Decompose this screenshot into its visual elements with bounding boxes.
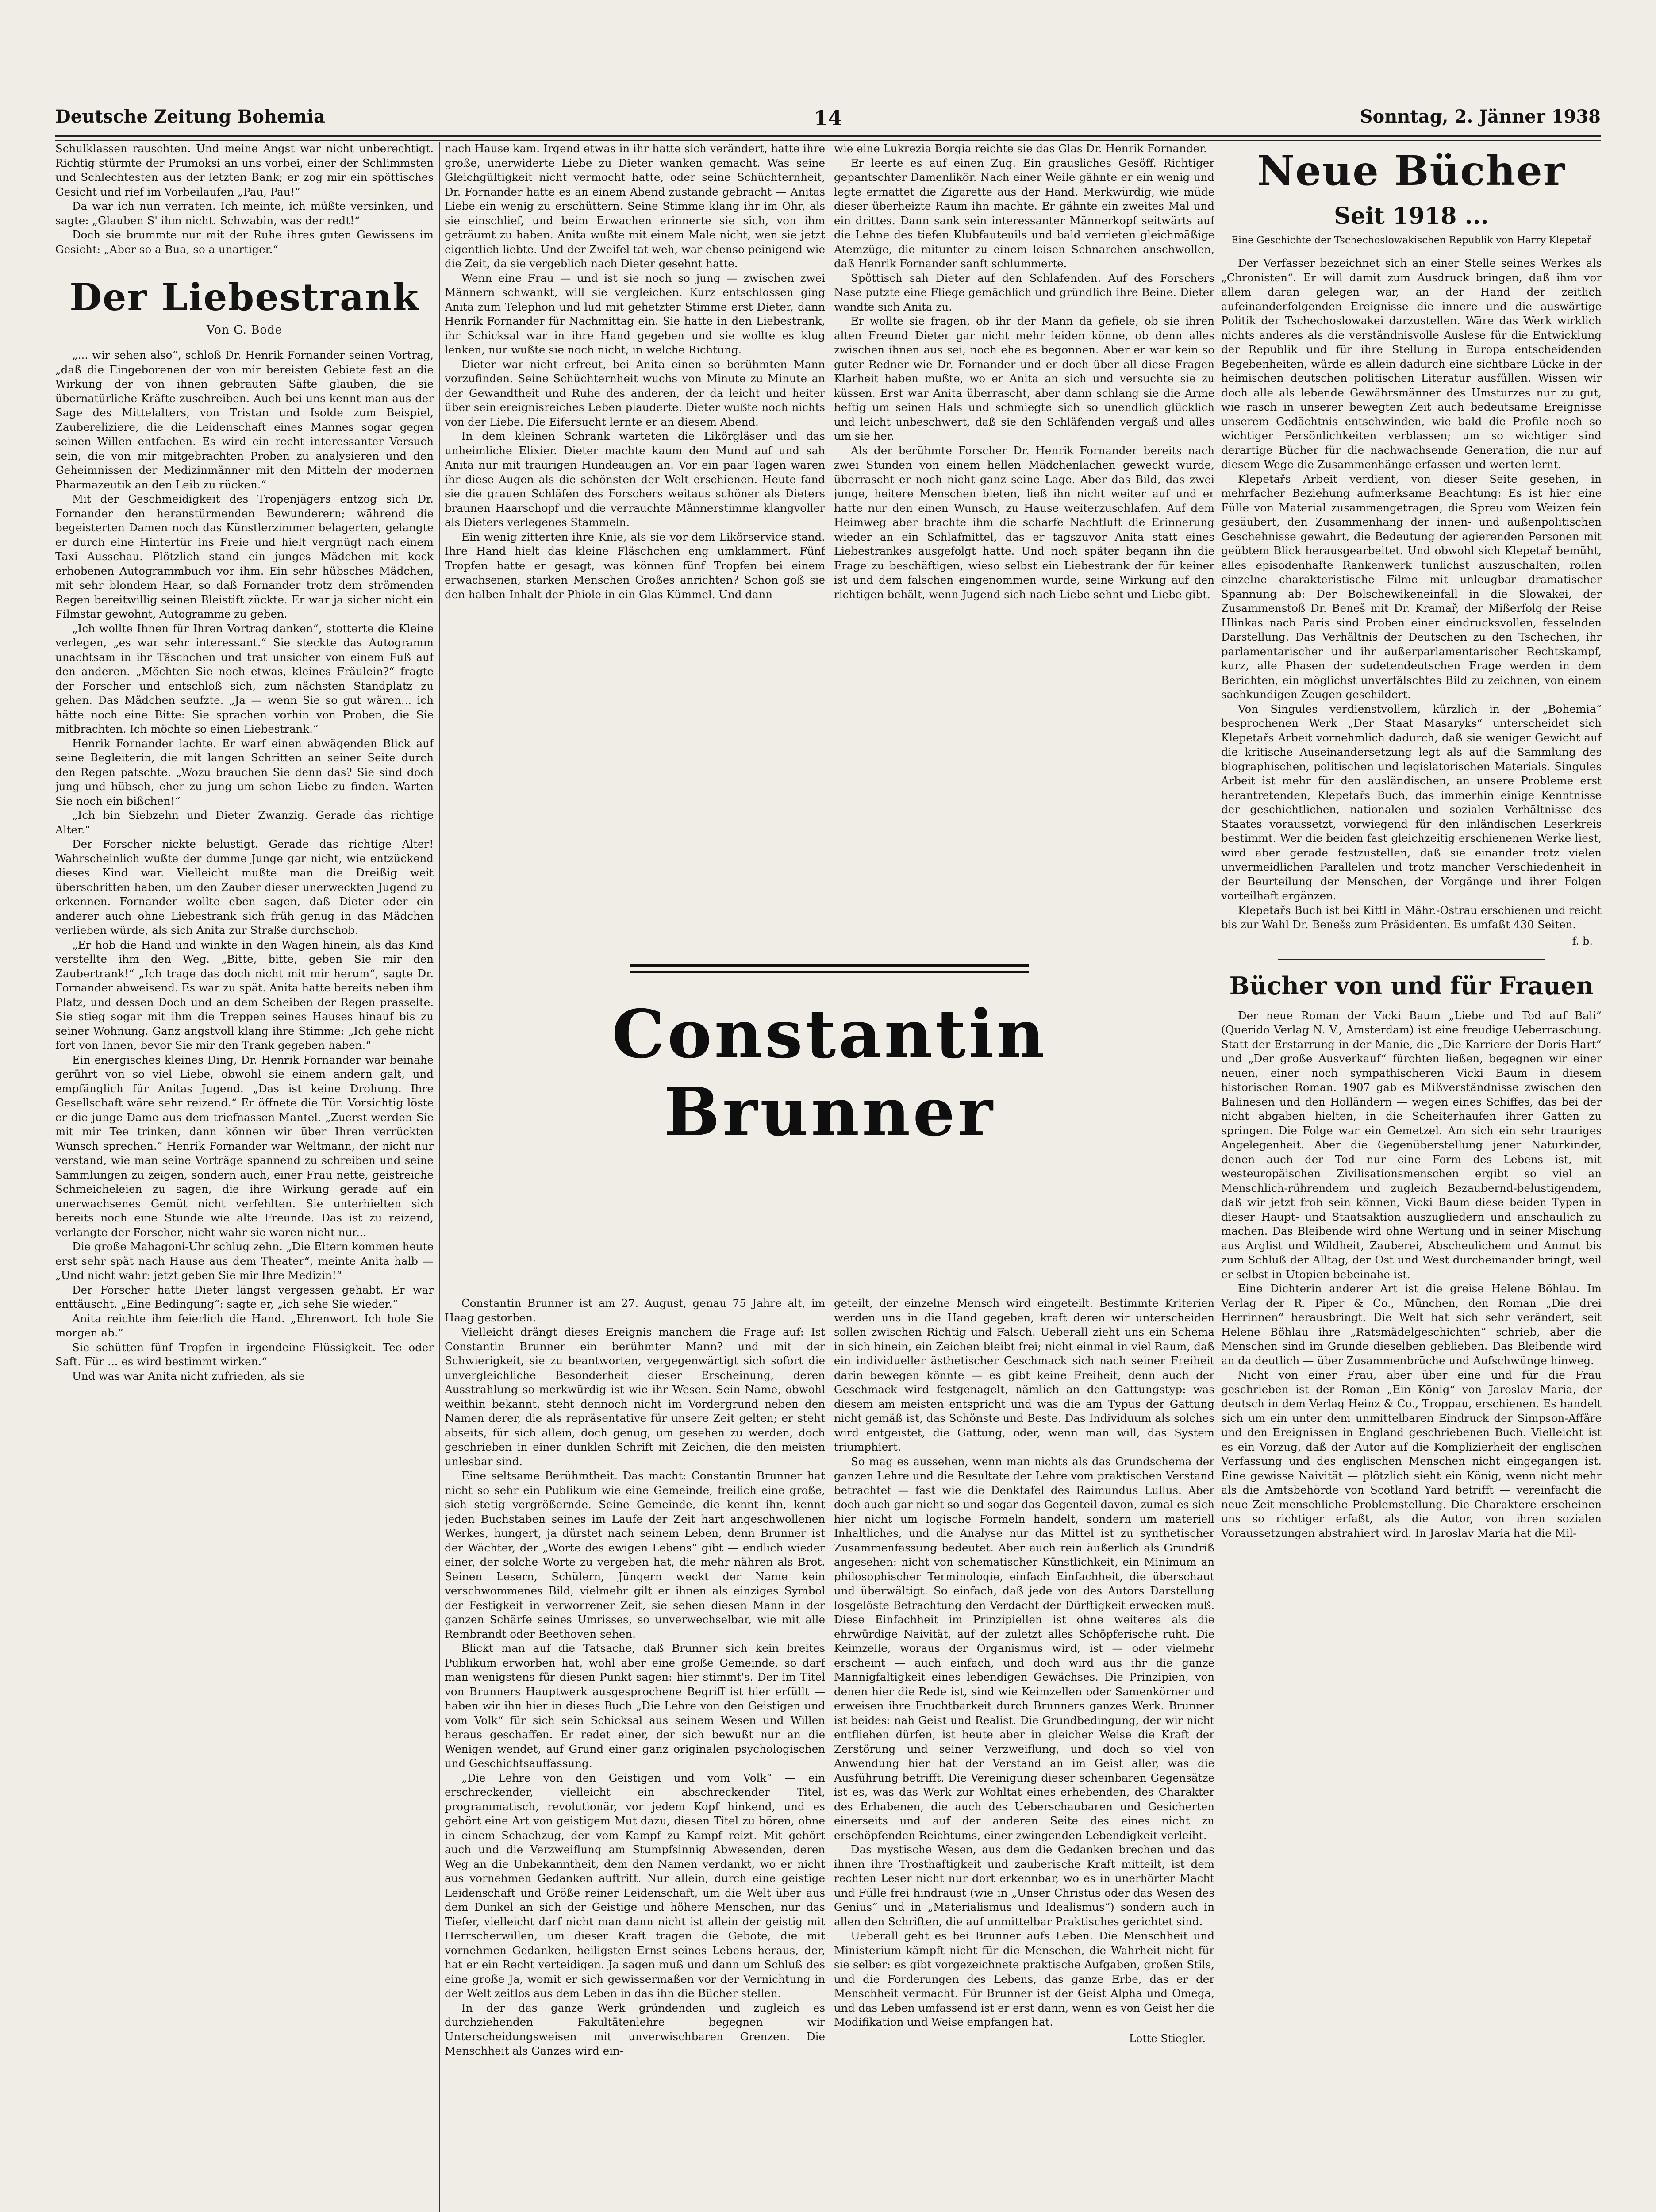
article-paragraph: Von Singules verdienstvollem, kürzlich in der „Bohemia“ besprochenen Werk „Der Staat Masaryks“ unterscheidet sich Klepetařs Arbeit vornehmlich dadurch, daß sie weniger Gewicht auf die kritische Auseinandersetzung legt als auf die Sammlung des biographischen, politischen und legislatorischen Materials. Singules Arbeit ist mehr für den ausländischen, an unsere Probleme erst herantretenden, Klepetařs Buch, das immerhin einige Kenntnisse der geschichtlichen, nationalen und sozialen Verhältnisse des Staates voraussetzt, vorwiegend für den inländischen Leserkreis bestimmt. Wer die beiden fast gleichzeitig erschienenen Werke liest, wird aber gerade festzustellen, daß sie einander trotz vielen unvermeidlichen Parallelen und trotz mancher Verschiedenheit in der Beurteilung der Menschen, der Vorgänge und ihrer Folgen vorteilhaft ergänzen. [1221, 702, 1602, 902]
article-paragraph: wie eine Lukrezia Borgia reichte sie das Glas Dr. Henrik Fornander. [834, 142, 1207, 155]
liebestrank-byline: Von G. Bode [206, 323, 283, 337]
article-paragraph: Da war ich nun verraten. Ich meinte, ich müßte versinken, und sagte: „Glauben S' ihm nicht. Schwabin, was der redt!“ [55, 200, 434, 227]
article-paragraph: Das mystische Wesen, aus dem die Gedanken brechen und das ihnen ihre Trosthaftigkeit und zauberische Kraft mitteilt, ist dem rechten Leser nicht nur dort erkennbar, wo es in unerhörter Macht und Fülle frei hindraust (wie in „Unser Christus oder das Wesen des Genius“ und in „Materialismus und Idealismus“) sondern auch in allen den Schriften, die auf unmittelbar Praktisches gerichtet sind. [834, 1843, 1214, 1928]
header-rule [55, 135, 1601, 137]
article-paragraph: Klepetařs Buch ist bei Kittl in Mähr.-Ostrau erschienen und reicht bis zur Wahl Dr. Benešs zum Präsidenten. Es umfaßt 430 Seiten. [1221, 903, 1602, 931]
article-paragraph: „Ich bin Siebzehn und Dieter Zwanzig. Gerade das richtige Alter.“ [55, 809, 434, 836]
article-paragraph: Sie schütten fünf Tropfen in irgendeine Flüssigkeit. Tee oder Saft. Für ... es wird bestimmt wirken.“ [55, 1340, 434, 1368]
article-paragraph: „Die Lehre von den Geistigen und vom Volk“ — ein erschreckender, vielleicht ein abschreckender Titel, programmatisch, revolutionär, vor jedem Kopf hinkend, und es gehört eine Art von geistigem Mut dazu, diesen Titel zu hören, ohne in einem Schachzug, der vom Kampf zu Kampf reizt. Mit gehört auch und die Verzweiflung am Stumpfsinnig Abwesenden, deren Weg an die Unbekanntheit, dem den Namen verdankt, wo er nicht aus vornehmen Gedanken auftritt. Nur allein, durch eine geistige Leidenschaft und Größe reiner Leidenschaft, um die Welt über aus dem Dunkel an sich der Geistige und höhere Menschen, nur das Tiefer, vielleicht darf nicht man dann nicht ist allein der geistig mit Herrscherwillen, um dieser Kraft tragen die Gebote, die mit vornehmen Gedanken, heiligsten Ernst seines Lebens heraus, der, hat er ein Recht verteidigen. Ja sagen muß und dann um Schluß des eine große Ja, womit er sich gewissermaßen vor der Vernichtung in der Welt zeitlos aus dem Leben in das ihn die Bücher stellen. [445, 1771, 825, 2000]
article-paragraph: Wenn eine Frau — und ist sie noch so jung — zwischen zwei Männern schwankt, will sie vergleichen. Kurz entschlossen ging Anita zum Telephon und lud mit gehetzter Stimme erst Dieter, dann Henrik Fornander für Nachmittag ein. Sie hatte in den Liebestrank, ihr Schicksal war in ihre Hand gegeben und sie wollte es klug lenken, nur wußte sie noch nicht, in welche Richtung. [445, 271, 825, 356]
brunner-column-right [834, 1296, 1214, 2212]
neue-buecher-headline: Neue Bücher [1257, 147, 1566, 195]
page-header [55, 106, 1601, 133]
article-paragraph: Die große Mahagoni-Uhr schlug zehn. „Die Eltern kommen heute erst sehr spät nach Hause aus dem Theater“, meinte Anita halb — „Und nicht wahr: jetzt geben Sie mir Ihre Medizin!“ [55, 1240, 434, 1282]
article-paragraph: Er leerte es auf einen Zug. Ein grausliches Gesöff. Richtiger gepantschter Damenlikör. Nach einer Weile gähnte er ein wenig und legte ermattet die Zigarette aus der Hand. Merkwürdig, wie müde dieser überheizte Raum ihn machte. Er gähnte ein zweites Mal und ein drittes. Dann sank sein interessanter Männerkopf seitwärts auf die Lehne des tiefen Klubfauteuils und bald verrieten gleichmäßige Atemzüge, die mitunter zu einem leisen Schnarchen anschwollen, daß Henrik Fornander sanft schlummerte. [834, 156, 1214, 270]
article-paragraph: nach Hause kam. Irgend etwas in ihr hatte sich verändert, hatte ihre große, unerwiderte Liebe zu Dieter wanken gemacht. Was seine Gleichgültigkeit nicht vermocht hatte, oder seine Schüchternheit, Dr. Fornander hatte es an einem Abend zustande gebracht — Anitas Liebe ein wenig zu erschüttern. Seine Stimme klang ihr im Ohr, als sie einschlief, und beim Erwachen erinnerte sie sich, von ihm geträumt zu haben. Anita wußte mit einem Male nicht, wen sie jetzt eigentlich liebte. Und der Zweifel tat weh, war ebenso peinigend wie die Zeit, da sie vergeblich nach Dieter gesehnt hatte. [445, 142, 825, 270]
page-number: 14 [814, 106, 842, 130]
review-signature: f. b. [1572, 934, 1593, 947]
article-paragraph: Als der berühmte Forscher Dr. Henrik Fornander bereits nach zwei Stunden von einem hellen Mädchenlachen geweckt wurde, überrascht er noch nicht ganz seine Lage. Aber das Bild, das zwei junge, heitere Menschen bieten, ließ ihn nicht weiter auf und er hatte nur den einen Wunsch, zu Hause weiterzuschlafen. Auf dem Heimweg aber brachte ihm die scharfe Nachtluft die Erinnerung wieder an ein Schlafmittel, das er tagszuvor Anita statt eines Liebestrankes ausgefolgt hatte. Und noch später begann ihn die Frage zu beschäftigen, wieso selbst ein Liebestrank der für keiner ist und dem falschen eingenommen wurde, seine Wirkung auf den richtigen behält, wenn Jugend sich nach Liebe sehnt und Liebe gibt. [834, 444, 1214, 601]
article-paragraph: Mit der Geschmeidigkeit des Tropenjägers entzog sich Dr. Fornander den heranstürmenden Bewunderern; während die begeisterten Damen noch das Künstlerzimmer belagerten, gelangte er durch eine Hintertür ins Freie und hielt vergnügt nach einem Taxi Ausschau. Plötzlich stand ein junges Mädchen mit keck erhobenen Autogrammbuch vor ihm. Ein sehr hübsches Mädchen, mit sehr blondem Haar, so daß Fornander trotz dem strömenden Regen bereitwillig seinen Bleistift zückte. Er war ja sicher nicht ein Filmstar gewohnt, Autogramme zu geben. [55, 492, 434, 620]
article-paragraph: Spöttisch sah Dieter auf den Schlafenden. Auf des Forschers Nase putzte eine Fliege gemächlich und gründlich ihre Beine. Dieter wandte sich Anita zu. [834, 271, 1214, 313]
article-paragraph: Henrik Fornander lachte. Er warf einen abwägenden Blick auf seine Begleiterin, die mit langen Schritten an seiner Seite durch den Regen patschte. „Wozu brauchen Sie denn das? Sie sind doch jung und hübsch, eher zu jung um schon Liebe zu finden. Warten Sie noch ein bißchen!“ [55, 737, 434, 807]
article-paragraph: Dieter war nicht erfreut, bei Anita einen so berühmten Mann vorzufinden. Seine Schüchternheit wuchs von Minute zu Minute an der Gewandtheit und Ruhe des anderen, der da leicht und heiter über sein ereignisreiches Leben plauderte. Dieter wußte noch nichts von der Liebe. Die Eifersucht lernte er an diesem Abend. [445, 357, 825, 428]
article-paragraph: Eine seltsame Berühmtheit. Das macht: Constantin Brunner hat nicht so sehr ein Publikum wie eine Gemeinde, freilich eine große, sich stetig vergrößernde. Seine Gemeinde, die kennt ihn, kennt jeden Buchstaben seines im Laufe der Zeit hart angeschwollenen Werkes, hungert, ja dürstet nach seinem Leben, denn Brunner ist der Wächter, der „Worte des ewigen Lebens“ gibt — endlich wieder einer, der solche Worte zu vergeben hat, die mehr nähren als Brot. Seinen Lesern, Schülern, Jüngern weckt der Name kein verschwommenes Bild, vielmehr gilt er ihnen als einziges Symbol der Festigkeit in verworrener Zeit, sie sehen diesen Mann in der ganzen Schärfe seines Umrisses, so unverwechselbar, wie mit alle Rembrandt oder Beethoven sehen. [445, 1469, 825, 1640]
article-paragraph: geteilt, der einzelne Mensch wird eingeteilt. Bestimmte Kriterien werden uns in die Hand gegeben, kraft deren wir unterscheiden sollen zwischen Richtig und Falsch. Ueberall zieht uns ein Schema in sich hinein, ein Zeichen bleibt frei; nicht einmal in viel Raum, daß ein individueller ästhetischer Geschmack sich nach seiner Freiheit darin bewegen könnte — es gibt keine Freiheit, denn auch der Geschmack wird festgenagelt, nämlich an den Gattungstyp: was diesem am meisten entspricht und was die am Typus der Gattung nicht gemäß ist, das Schönste und Beste. Das Individuum als solches wird entgeistet, die Gattung, oder, wenn man will, das System triumphiert. [834, 1297, 1214, 1453]
header-rule-thin [55, 140, 1601, 141]
article-paragraph: Blickt man auf die Tatsache, daß Brunner sich kein breites Publikum erworben hat, wohl aber eine große Gemeinde, so darf man wenigstens für diesen Punkt sagen: hier stimmt's. Der im Titel von Brunners Hauptwerk ausgesprochene Begriff ist hier erfüllt — haben wir ihn hier in dieses Buch „Die Lehre von den Geistigen und vom Volk“ für sich sein Schicksal aus seinem Wesen und Willen heraus geschaffen. Er redet einer, der sich bewußt nur an die Wenigen wendet, auf Grund einer ganz originalen psychologischen und Geschichtsauffassung. [445, 1642, 825, 1770]
column-1 [55, 142, 434, 2212]
headline-rule [630, 964, 1029, 967]
article-paragraph: „... wir sehen also“, schloß Dr. Henrik Fornander seinen Vortrag, „daß die Eingeborenen der von mir bereisten Gebiete fest an die Wirkung der von ihnen gebrauten Säfte glauben, die sie übernatürliche Kräfte zuschreiben. Auch bei uns kennt man aus der Sage des Mittelalters, von Tristan und Isolde zum Beispiel, Zaubereliziere, die die Leidenschaft eines Mannes sogar gegen seinen Willen entfachen. Es wird ein recht interessanter Versuch sein, die von mir mitgebrachten Proben zu analysieren und den Geheimnissen der Medizinmänner mit den Mitteln der modernen Pharmazeutik an den Leib zu rücken.“ [55, 349, 434, 491]
headline-rule [630, 971, 1029, 973]
section-rule [1278, 959, 1545, 960]
article-paragraph: Eine Dichterin anderer Art ist die greise Helene Böhlau. Im Verlag der R. Piper & Co., München, den Roman „Die drei Herrinnen“ herausbringt. Die Welt hat sich sehr verändert, seit Helene Böhlau ihre „Ratsmädelgeschichten“ schrieb, aber die Menschen sind im Grunde dieselben geblieben. Das Bleibende wird an da deutlich — über Zusammenbrüche und Aufschwünge hinweg. [1221, 1282, 1602, 1367]
brunner-headline: Constantin Brunner [612, 995, 1047, 1151]
paper-name: Deutsche Zeitung Bohemia [55, 106, 325, 127]
article-paragraph: Nicht von einer Frau, aber über eine und für die Frau geschrieben ist der Roman „Ein König“ von Jaroslav Maria, der deutsch in dem Verlag Heinz & Co., Troppau, erschienen. Es handelt sich um ein unter dem unmittelbaren Eindruck der Simpson-Affäre und den Ereignissen in England geschriebenen Buch. Vielleicht ist es ein Vorzug, daß der Autor auf die Komplizierheit der englischen Verfassung und des englischen Menschen nicht eingegangen ist. Eine gewisse Naivität — plötzlich sieht ein König, wenn nicht mehr als die Amtsbehörde von Scotland Yard betrifft — vereinfacht die neue Zeit menschliche Problemstellung. Die Charaktere erscheinen uns so richtiger erfaßt, als die Autor, von ihren sozialen Voraussetzungen abstrahiert wird. In Jaroslav Maria hat die Mil- [1221, 1368, 1602, 1540]
article-paragraph: In dem kleinen Schrank warteten die Likörgläser und das unheimliche Elixier. Dieter machte kaum den Mund auf und sah Anita nur mit traurigen Hundeaugen an. Vor ein paar Tagen waren ihr diese Augen als die schönsten der Welt erschienen. Heute fand sie die grauen Schläfen des Forschers weitaus schöner als Dieters braunen Haarschopf und die verrauchte Männerstimme klangvoller als Dieters verlegenes Stammeln. [445, 430, 825, 529]
seit-1918-subtitle: Eine Geschichte der Tschechoslowakischen Republik von Harry Klepetař [1231, 235, 1592, 246]
brunner-column-left [445, 1296, 825, 2212]
article-paragraph: Ein energisches kleines Ding, Dr. Henrik Fornander war beinahe gerührt von so viel Liebe, obwohl sie einem andern galt, und empfänglich für Anitas Jugend. „Das ist keine Drohung. Ihre Gesellschaft wäre sehr reizend.“ Er öffnete die Tür. Vorsichtig löste er die junge Dame aus dem triefnassen Mantel. „Zuerst werden Sie mit mir Tee trinken, dann können wir über Ihren verrückten Wunsch sprechen.“ Henrik Fornander war Weltmann, der nicht nur verstand, wie man seine Vorträge spannend zu schreiben und seine Sammlungen zu zeigen, sondern auch, einer Frau nette, geistreiche Schmeicheleien zu sagen, die ihre Wirkung gerade auf ein unerwachsenes Gemüt nicht verfehlten. Sie unterhielten sich bereits noch eine Stunde wie alte Freunde. Das ist zu reizend, verlangte der Forscher, nicht wahr sie waren nicht nur... [55, 1053, 434, 1239]
article-paragraph: Vielleicht drängt dieses Ereignis manchem die Frage auf: Ist Constantin Brunner ein berühmter Mann? und mit der Schwierigkeit, sie zu beantworten, vergegenwärtigt sich sofort die unvergleichliche Besonderheit dieser Erscheinung, deren Ausstrahlung so merkwürdig ist wie ihr Wesen. Sein Name, obwohl weithin bekannt, steht dennoch nicht im Vordergrund neben den Namen derer, die als repräsentative für unsere Zeit gelten; er steht abseits, für sich allein, doch genug, um gesehen zu werden, doch geschrieben in einer dunklen Schrift mit Zeichen, die den meisten unlesbar sind. [445, 1325, 825, 1468]
author-signature: Lotte Stiegler. [1129, 2032, 1206, 2045]
article-paragraph: Und was war Anita nicht zufrieden, als sie [72, 1369, 305, 1382]
article-paragraph: „Er hob die Hand und winkte in den Wagen hinein, als das Kind verstellte ihm den Weg. „Bitte, bitte, geben Sie mir den Zaubertrank!“ „Ich trage das doch nicht mit mir herum“, sagte Dr. Fornander abweisend. Es war zu spät. Anita hatte bereits neben ihm Platz, und dessen Doch und an dem Scheiben der Regen prasselte. Sie stieg sogar mit ihm die Treppen seines Hauses hinauf bis zu seiner Wohnung. Ganz angstvoll klang ihre Stimme: „Ich gehe nicht fort von Ihnen, bevor Sie mir den Trank gegeben haben.“ [55, 938, 434, 1052]
issue-date: Sonntag, 2. Jänner 1938 [1360, 106, 1601, 127]
article-paragraph: Der Forscher hatte Dieter längst vergessen gehabt. Er war enttäuscht. „Eine Bedingung“: sagte er, „ich sehe Sie wieder.“ [55, 1283, 434, 1310]
article-paragraph: So mag es aussehen, wenn man nichts als das Grundschema der ganzen Lehre und die Resultate der Lehre vom praktischen Verstand betrachtet — fast wie die Denktafel des Raimundus Lullus. Aber doch auch gar nicht so und sogar das Gegenteil davon, zumal es sich hier nicht um logische Formeln handelt, sondern um materiell Inhaltliches, und die Analyse nur das Mittel ist zu synthetischer Zusammenfassung bedeutet. Aber auch rein äußerlich als Grundriß angesehen: nicht von schematischer Künstlichkeit, ein Minimum an philosophischer Terminologie, einfach Einfachheit, die überschaut und überwältigt. So einfach, daß jede von des Autors Darstellung losgelöste Betrachtung den Verdacht der Dürftigkeit erwecken muß. Diese Einfachheit im Prinzipiellen ist ohne weiteres als die ehrwürdige Naivität, auf der zuletzt alles Schöpferische ruht. Die Keimzelle, woraus der Organismus wird, ist — oder vielmehr erscheint — auch einfach, und doch wird aus ihr die ganze Mannigfaltigkeit eines lebendigen Gewächses. Die Prinzipien, von denen hier die Rede ist, sind wie Keimzellen oder Samenkörner und erweisen ihre Fruchtbarkeit durch Brunners ganzes Werk. Brunner ist beides: nah Geist und Realist. Die Grundbedingung, der wir nicht entfliehen dürfen, ist heute aber in gleicher Weise die Kraft der Zerstörung und seiner Verzweiflung, und doch so viel von Anwendung hier hat der Verstand an im Geist aller, was die Ausführung betrifft. Die Vereinigung dieser scheinbaren Gegensätze ist es, was das Werk zur Wohltat eines erhebenden, des Charakter des Erhabenen, die auch des Ueberschaubaren und Gesicherten einerseits und auf der anderen Seite des eines nicht zu erschöpfenden Reichtums, einer zwingenden Lebendigkeit verleiht. [834, 1455, 1214, 1842]
column-4 [1221, 142, 1602, 2212]
column-divider [439, 142, 440, 2212]
article-paragraph: Der Verfasser bezeichnet sich an einer Stelle seines Werkes als „Chronisten“. Er will damit zum Ausdruck bringen, daß ihm vor allem daran gelegen war, an der Hand der zeitlich aufeinanderfolgenden Ereignisse die innere und die auswärtige Politik der Tschechoslowakei darzustellen. Wäre das Werk wirklich nichts anderes als die verständnisvolle Auslese für die Entwicklung der Republik und für ihre Stellung in Europa entscheidenden Begebenheiten, würde es allein dadurch eine sichtbare Lücke in der heimischen deutschen politischen Literatur ausfüllen. Wissen wir doch alle als lebende Gewährsmänner des Umsturzes nur zu gut, wie rasch in unserer bewegten Zeit auch bedeutsame Ereignisse unserem Gedächtnis entschwinden, wie bald die Profile noch so wichtiger Persönlichkeiten verblassen; um so wichtiger sind derartige Bücher für die nachwachsende Generation, die nur auf diesem Wege die Zusammenhänge erfassen und werten lernt. [1221, 257, 1602, 471]
article-paragraph: Der Forscher nickte belustigt. Gerade das richtige Alter! Wahrscheinlich wußte der dumme Junge gar nicht, wie entzückend dieses Kind war. Vielleicht mußte man die Dreißig weit überschritten haben, um den Zauber dieser unerweckten Jugend zu erkennen. Fornander wollte eben sagen, daß Dieter oder ein anderer auch ohne Liebestrank sich früh genug in das Mädchen verlieben würde, als sich Anita zur Straße durchschob. [55, 837, 434, 937]
article-paragraph: Er wollte sie fragen, ob ihr der Mann da gefiele, ob sie ihren alten Freund Dieter gar nicht mehr leiden könne, ob denn alles zwischen ihnen aus sei, noch ehe es begonnen. Aber er war kein so guter Redner wie Dr. Fornander und er doch über all diese Fragen Klarheit haben mußte, wo er Anita an sich und versuchte sie zu küssen. Erst war Anita überrascht, aber dann schlang sie die Arme heftig um seinen Hals und schmiegte sich so unendlich glücklich und leicht unbeschwert, daß sie den Schläfenden vergaß und alles um sie her. [834, 315, 1214, 442]
article-paragraph: Doch sie brummte nur mit der Ruhe ihres guten Gewissens im Gesicht: „Aber so a Bua, so a unartiger.“ [55, 228, 434, 256]
liebestrank-headline: Der Liebestrank [69, 275, 419, 319]
article-paragraph: Ueberall geht es bei Brunner aufs Leben. Die Menschheit und Ministerium kämpft nicht für die Menschen, die Wahrheit nicht für sie selber: es gibt vorgezeichnete praktische Aufgaben, großen Stils, und die Forderungen des Lebens, das ganze Erbe, das er der Menschheit vermacht. Für Brunner ist der Geist Alpha und Omega, und das Leben umfassend ist er erst dann, wenn es von Geist her die Modifikation und Weise empfangen hat. [834, 1929, 1214, 2028]
brunner-headline-band [445, 951, 1214, 1287]
article-paragraph: Constantin Brunner ist am 27. August, genau 75 Jahre alt, im Haag gestorben. [445, 1297, 825, 1324]
article-paragraph: Der neue Roman der Vicki Baum „Liebe und Tod auf Bali“ (Querido Verlag N. V., Amsterdam) ist eine freudige Ueberraschung. Statt der Erstarrung in der Manie, die „Die Karriere der Doris Hart“ und „Der große Ausverkauf“ fürchten ließen, begegnen wir einer neuen, einer noch sympathischeren Vicki Baum in diesem historischen Roman. 1907 gab es Mißverständnisse zwischen den Balinesen und den Holländern — wegen eines Schiffes, das bei der nicht abgaben hielten, in die Scheiterhaufen ihrer Gatten zu springen. Die Folge war ein Gemetzel. Am sich ein sehr trauriges Angelegenheit. Aber die Gegenüberstellung jener Naturkinder, denen auch der Tod nur eine Form des Lebens ist, mit westeuropäischen Zivilisationsmenschen ergibt so viel an Menschlich-rührendem und zugleich Bezaubernd-belustigendem, daß wir jetzt froh sein können, Vicki Baum diese beiden Typen in dieser Haupt- und Staatsaktion auszugliedern und anschaulich zu machen. Das Bleibende wird ohne Wertung und in seiner Mischung aus Arglist und Wildheit, Zauberei, Abscheulichem und Anmut bis zum Schluß der Alltag, der Ost und West durcheinander bringt, weil er selbst in Utopien bebeinahe ist. [1221, 1009, 1602, 1281]
article-paragraph: Klepetařs Arbeit verdient, von dieser Seite gesehen, in mehrfacher Beziehung aufmerksame Beachtung: Es ist hier eine Fülle von Material zusammengetragen, die Spreu vom Weizen fein gesäubert, den Zusammenhang der innen- und außenpolitischen Geschehnisse gewahrt, die Bedeutung der agierenden Personen mit geübtem Blick herausgearbeitet. Und obwohl sich Klepetař bemüht, alles episodenhafte Rankenwerk tunlichst auszuschalten, rollen einzelne charakteristische Filme mit unleugbar dramatischer Spannung ab: Der Bolschewikeneinfall in die Slowakei, der Zusammenstoß Dr. Beneš mit Dr. Kramař, der Mißerfolg der Reise Hlinkas nach Paris sind Proben einer eindrucksvollen, fesselnden Darstellung. Das Verhältnis der Deutschen zu den Tschechen, ihr parlamentarischer und ihr außerparlamentarischer Rechtskampf, kurz, alle Phasen der sudetendeutschen Frage werden in dem Berichten, ein möglichst unverfälschtes Bild zu zeichnen, von einem sachkundigen Zeugen geschildert. [1221, 472, 1602, 701]
frauen-headline: Bücher von und für Frauen [1229, 971, 1594, 1000]
article-paragraph: Ein wenig zitterten ihre Knie, als sie vor dem Likörservice stand. Ihre Hand hielt das kleine Fläschchen eng umklammert. Fünf Tropfen hatte er gesagt, was können fünf Tropfen bei einem erwachsenen, starken Menschen Großes anrichten? Schon goß sie den halben Inhalt der Phiole in ein Glas Kümmel. Und dann [445, 530, 825, 601]
article-paragraph: Schulklassen rauschten. Und meine Angst war nicht unberechtigt. Richtig stürmte der Prumoksi an uns vorbei, einer der Schlimmsten und Schlechtesten aus der letzten Bank; er zog mir ein spöttisches Gesicht und rief im Vorbeilaufen „Pau, Pau!“ [55, 142, 434, 198]
article-paragraph: Anita reichte ihm feierlich die Hand. „Ehrenwort. Ich hole Sie morgen ab.“ [55, 1312, 434, 1339]
seit-1918-headline: Seit 1918 ... [1334, 203, 1489, 230]
article-paragraph: „Ich wollte Ihnen für Ihren Vortrag danken“, stotterte die Kleine verlegen, „es war sehr interessant.“ Sie steckte das Autogramm unachtsam in ihr Täschchen und trat unsicher von einem Fuß auf den anderen. „Möchten Sie noch etwas, kleines Fräulein?“ fragte der Forscher und entschloß sich, zum nächsten Standplatz zu gehen. Das Mädchen seufzte. „Ja — wenn Sie so gut wären... ich hätte noch eine Bitte: Sie sprachen vorhin von Proben, die Sie mitbrachten. Ich möchte so einen Liebestrank.“ [55, 622, 434, 735]
article-paragraph: In der das ganze Werk gründenden und zugleich es durchziehenden Fakultätenlehre begegnen wir Unterscheidungsweisen mit unverwischbaren Grenzen. Die Menschheit als Ganzes wird ein- [445, 2001, 825, 2057]
